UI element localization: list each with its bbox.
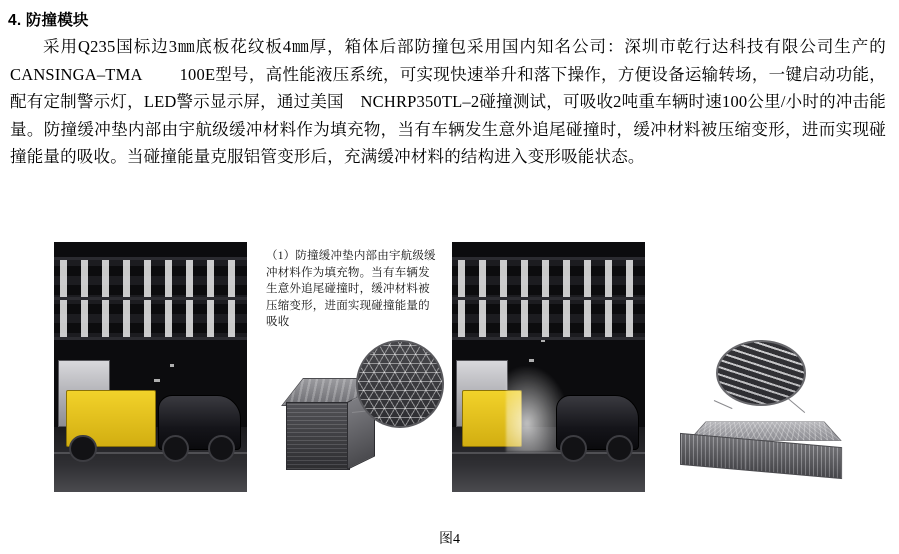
section-body-text: 采用Q235国标边3㎜底板花纹板4㎜厚，箱体后部防撞包采用国内知名公司：深圳市乾行达科技有限公司生产的CANSINGA–TMA 100E型号，高性能液压系统，可实现快速举升和落下操作，方便设备运输转场，一键启动功能，配有定制警示灯，LED警示显示屏，通过美国 NCHRP350TL–2碰撞测试，可吸收2吨重车辆时速100公里/小时的冲击能量。防撞缓冲垫内部由宇航级缓冲材料作为填充物，当有车辆发生意外追尾碰撞时，缓冲材料被压缩变形，进而实现碰撞能量的吸收。当碰撞能量克服铝管变形后，充满缓冲材料的结构进入变形吸能状态。 — [10, 37, 886, 166]
debris — [170, 364, 174, 367]
lamp-rail — [452, 297, 645, 300]
lamp-rail — [54, 257, 247, 260]
honeycomb-cells-pattern — [356, 340, 444, 428]
aluminium-tube-pattern — [716, 340, 806, 406]
lamp-rail — [452, 337, 645, 340]
honeycomb-magnifier — [356, 340, 444, 428]
lamp-rail — [452, 257, 645, 260]
figure-number-caption: 图4 — [439, 532, 460, 547]
honeycomb-slab — [676, 412, 846, 486]
car-wheel — [560, 435, 587, 462]
lamp-rail — [54, 337, 247, 340]
honeycomb-block-front-face — [286, 402, 350, 470]
car-wheel — [162, 435, 189, 462]
lamp-rail — [54, 297, 247, 300]
crash-test-photo-left — [54, 242, 247, 492]
section-heading: 4. 防撞模块 — [8, 12, 89, 29]
crash-test-photo-right — [452, 242, 645, 492]
figure-inner-caption: （1）防撞缓冲垫内部由宇航级缓冲材料作为填充物。当有车辆发生意外追尾碰撞时，缓冲材料被压缩变形，进面实现碰撞能量的吸收 — [266, 250, 436, 328]
figure-group — [0, 232, 899, 512]
debris — [529, 359, 534, 362]
aluminium-tube-magnifier — [716, 340, 806, 406]
debris — [541, 340, 545, 342]
truck-wheel — [69, 435, 96, 462]
debris — [154, 379, 160, 382]
